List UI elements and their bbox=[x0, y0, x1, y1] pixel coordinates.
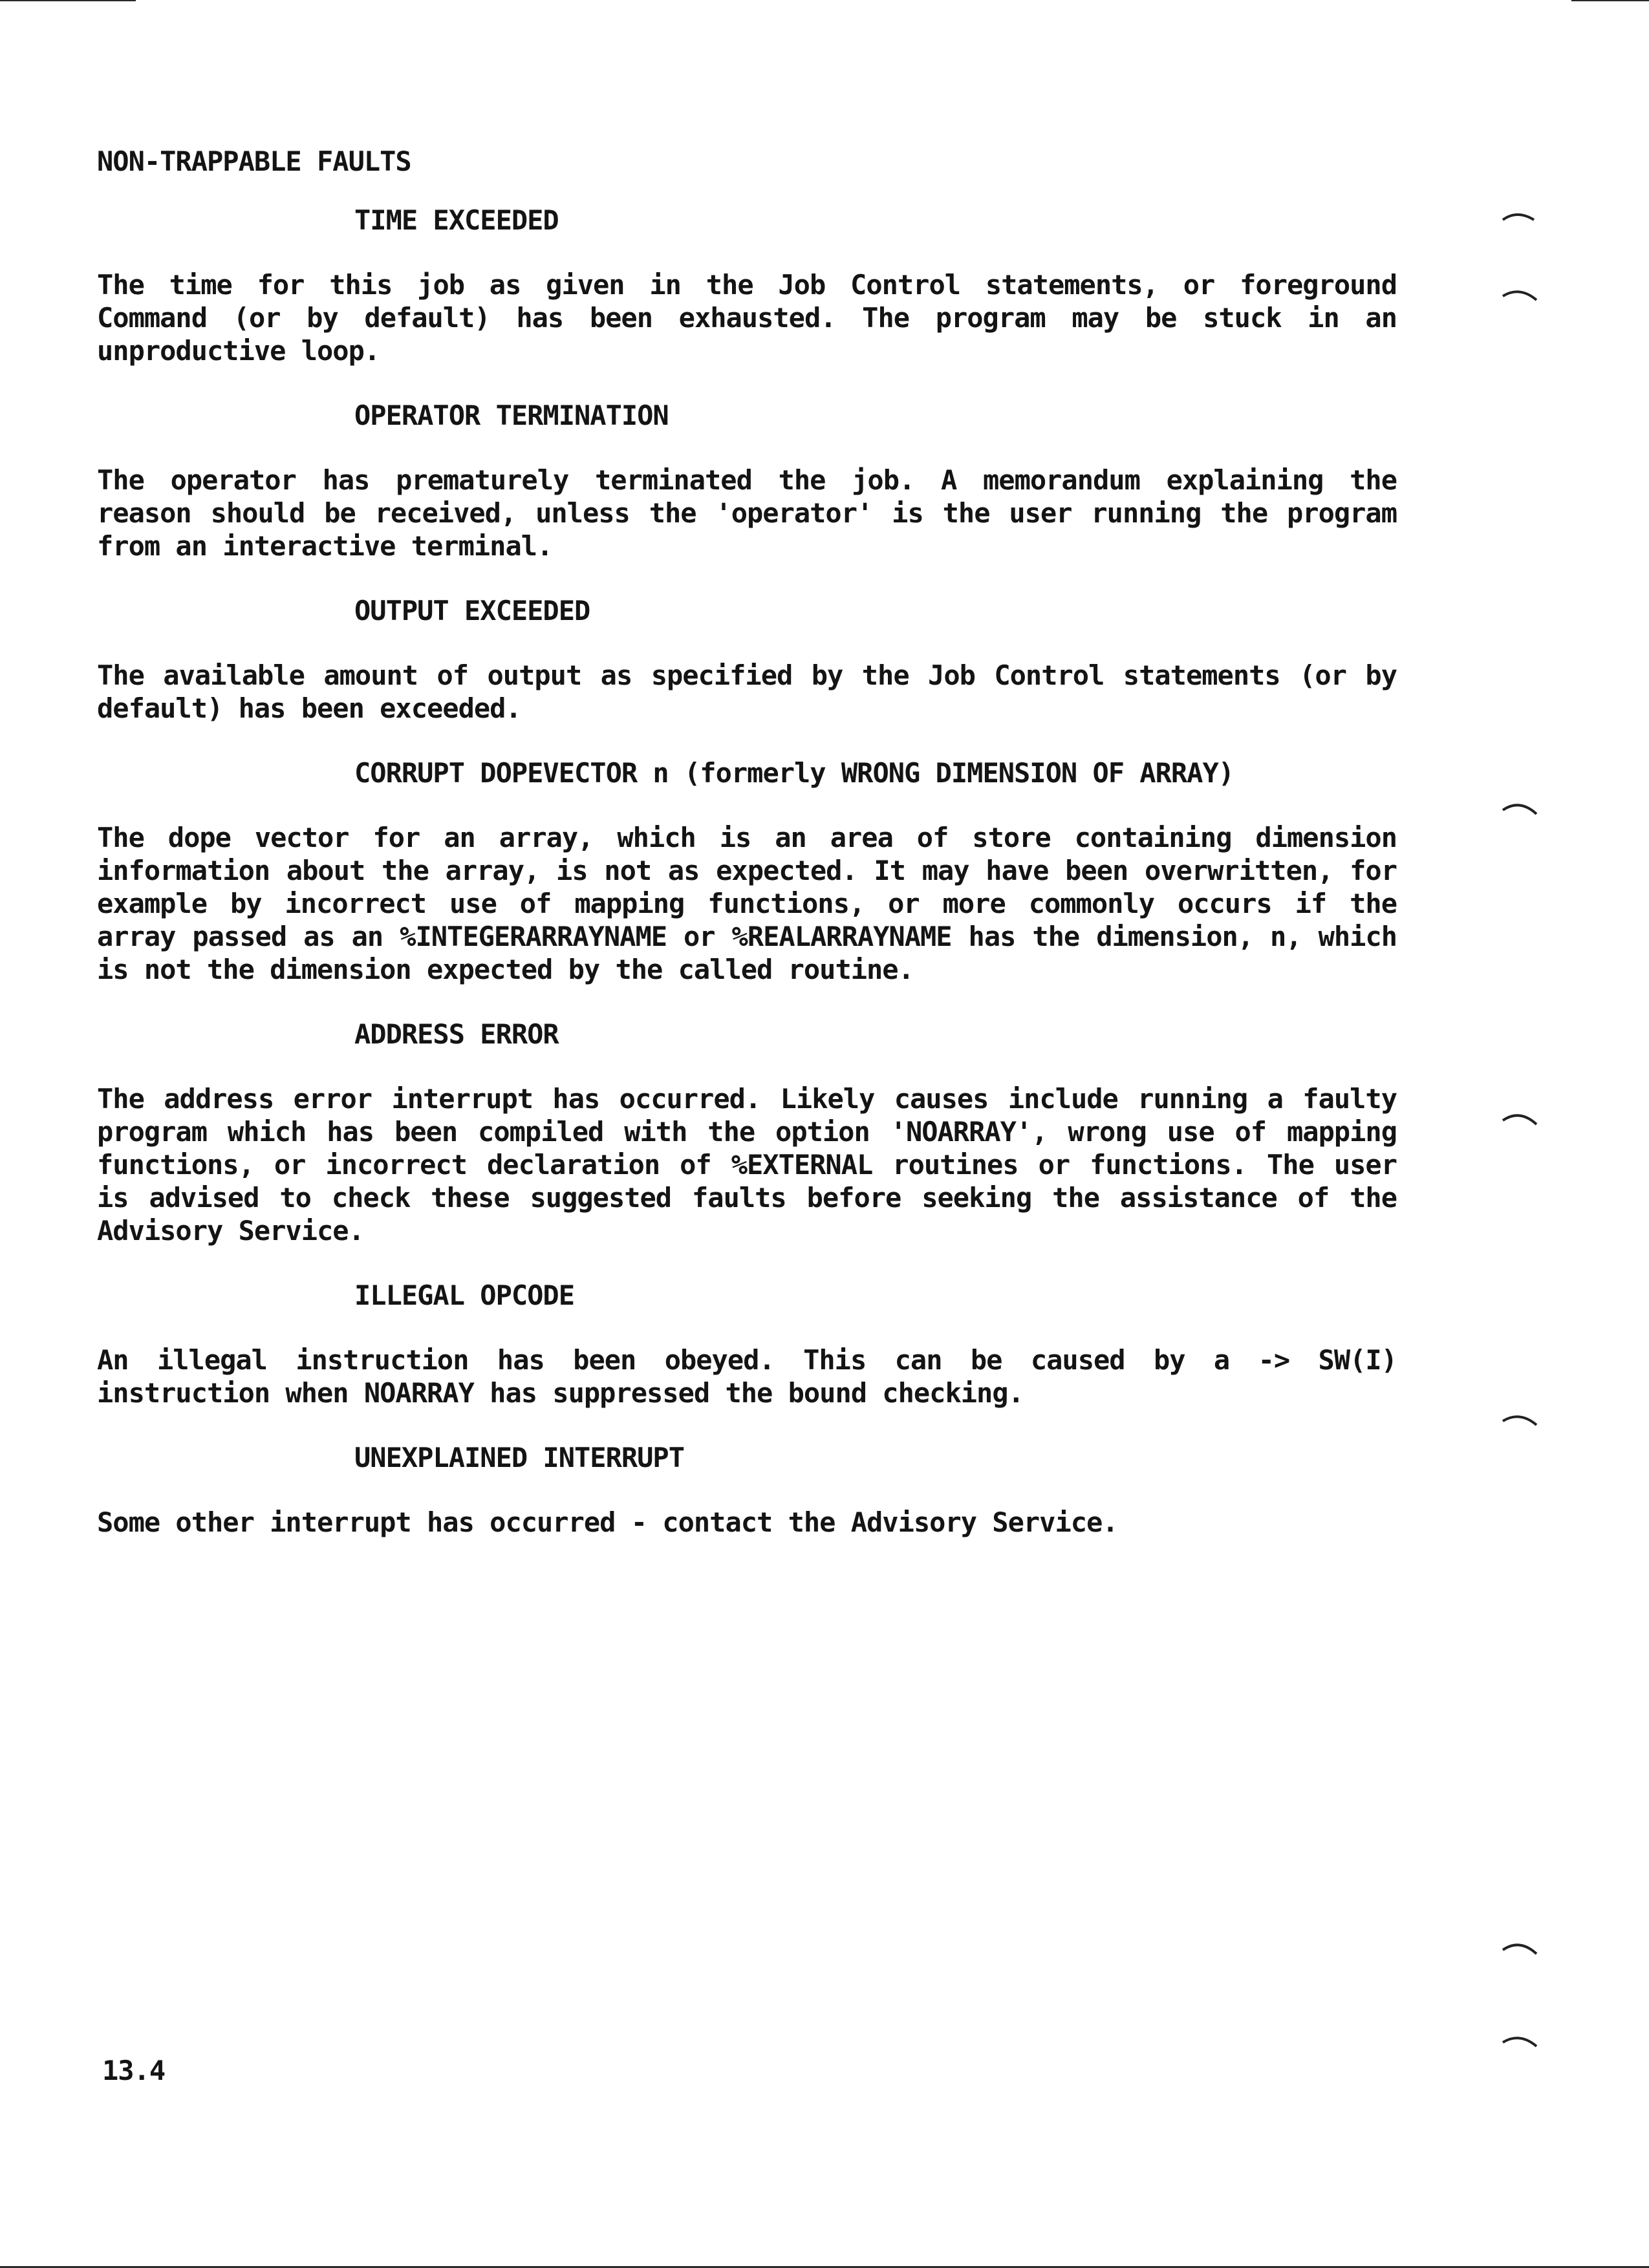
punch-hole-mark-icon bbox=[1502, 1937, 1540, 1963]
punch-hole-mark-icon bbox=[1502, 1107, 1540, 1133]
punch-hole-mark-icon bbox=[1502, 2031, 1540, 2057]
page-title: NON-TRAPPABLE FAULTS bbox=[97, 145, 411, 177]
section-body-output-exceeded: The available amount of output as specified by the Job Control statements (or by default) has been exceeded. bbox=[97, 659, 1397, 724]
section-heading-output-exceeded: OUTPUT EXCEEDED bbox=[354, 595, 590, 626]
section-body-corrupt-dopevector: The dope vector for an array, which is an area of store containing dimension information about the array, is not as expected. It may have been overwritten, for example by incorrect use of mapping functions, or more commonly occurs if the array passed as an %INTEGERARRAYNAME or %REALARRAYNAME has the dimension, n, which is not the dimension expected by the called routine. bbox=[97, 822, 1397, 985]
section-body-time-exceeded: The time for this job as given in the Job Control statements, or foreground Command (or by default) has been exhausted. The program may be stuck in an unproductive loop. bbox=[97, 269, 1397, 367]
document-body bbox=[97, 145, 1397, 1571]
section-heading-address-error: ADDRESS ERROR bbox=[354, 1018, 559, 1050]
scan-edge-top-right bbox=[1571, 0, 1649, 1]
section-heading-corrupt-dopevector: CORRUPT DOPEVECTOR n (formerly WRONG DIMENSION OF ARRAY) bbox=[354, 757, 1234, 789]
punch-hole-mark-icon bbox=[1502, 284, 1540, 310]
section-body-operator-termination: The operator has prematurely terminated the job. A memorandum explaining the reason should be received, unless the 'operator' is the user running the program from an interactive terminal. bbox=[97, 464, 1397, 562]
section-body-unexplained-interrupt: Some other interrupt has occurred - contact the Advisory Service. bbox=[97, 1506, 1118, 1538]
section-body-address-error: The address error interrupt has occurred. Likely causes include running a faulty program which has been compiled with the option 'NOARRAY', wrong use of mapping functions, or incorrect declaration of %EXTERNAL routines or functions. The user is advised to check these suggested faults before seeking the assistance of the Advisory Service. bbox=[97, 1083, 1397, 1246]
page-number: 13.4 bbox=[102, 2055, 166, 2086]
punch-hole-mark-icon bbox=[1502, 797, 1540, 823]
section-heading-operator-termination: OPERATOR TERMINATION bbox=[354, 400, 669, 431]
section-body-illegal-opcode: An illegal instruction has been obeyed. This can be caused by a -> SW(I) instruction when NOARRAY has suppressed the bound checking. bbox=[97, 1344, 1397, 1409]
section-heading-unexplained-interrupt: UNEXPLAINED INTERRUPT bbox=[354, 1442, 685, 1473]
section-heading-time-exceeded: TIME EXCEEDED bbox=[354, 204, 559, 236]
section-heading-illegal-opcode: ILLEGAL OPCODE bbox=[354, 1279, 575, 1311]
scan-edge-top-left bbox=[0, 0, 136, 1]
punch-hole-mark-icon bbox=[1502, 1409, 1540, 1435]
punch-hole-mark-icon bbox=[1502, 208, 1540, 234]
